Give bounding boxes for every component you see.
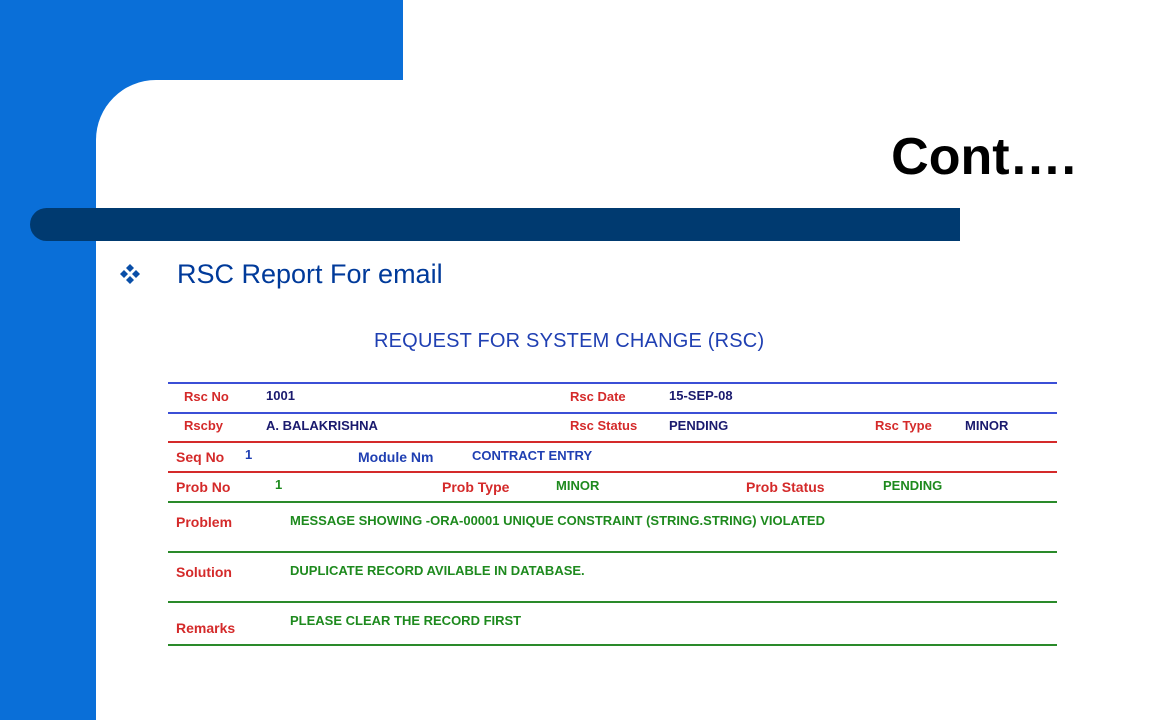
rsc-date-label: Rsc Date bbox=[570, 389, 626, 404]
seq-no-label: Seq No bbox=[176, 449, 225, 465]
rounded-content-corner bbox=[96, 80, 216, 200]
report-rule bbox=[168, 441, 1057, 443]
rscby-label: Rscby bbox=[184, 418, 224, 433]
report-rule bbox=[168, 551, 1057, 553]
report-rule bbox=[168, 471, 1057, 473]
rsc-type-label: Rsc Type bbox=[875, 418, 932, 433]
prob-status-label: Prob Status bbox=[746, 479, 825, 495]
prob-type-value: MINOR bbox=[556, 478, 600, 493]
prob-type-label: Prob Type bbox=[442, 479, 510, 495]
prob-no-label: Prob No bbox=[176, 479, 231, 495]
module-value: CONTRACT ENTRY bbox=[472, 448, 593, 463]
left-blue-band bbox=[0, 0, 96, 720]
report-rule bbox=[168, 412, 1057, 414]
slide-title: Cont…. bbox=[891, 128, 1076, 186]
report-rule bbox=[168, 644, 1057, 646]
four-diamond-bullet-icon bbox=[118, 262, 142, 286]
report-heading: REQUEST FOR SYSTEM CHANGE (RSC) bbox=[374, 330, 765, 352]
remarks-value: PLEASE CLEAR THE RECORD FIRST bbox=[290, 613, 522, 628]
rsc-date-value: 15-SEP-08 bbox=[669, 388, 733, 403]
module-label: Module Nm bbox=[358, 449, 434, 465]
report-rule bbox=[168, 382, 1057, 384]
bullet-text: RSC Report For email bbox=[177, 259, 443, 289]
solution-label: Solution bbox=[176, 564, 232, 580]
rsc-status-value: PENDING bbox=[669, 418, 729, 433]
rsc-status-label: Rsc Status bbox=[570, 418, 638, 433]
rscby-value: A. BALAKRISHNA bbox=[266, 418, 378, 433]
seq-no-value: 1 bbox=[245, 447, 253, 462]
prob-status-value: PENDING bbox=[883, 478, 943, 493]
report-rule bbox=[168, 601, 1057, 603]
rsc-no-label: Rsc No bbox=[184, 389, 229, 404]
rsc-type-value: MINOR bbox=[965, 418, 1009, 433]
problem-value: MESSAGE SHOWING -ORA-00001 UNIQUE CONSTRAINT (STRING.STRING) VIOLATED bbox=[290, 513, 825, 528]
problem-label: Problem bbox=[176, 514, 233, 530]
report-rule bbox=[168, 501, 1057, 503]
remarks-label: Remarks bbox=[176, 620, 236, 636]
title-underline-bar bbox=[30, 208, 960, 241]
prob-no-value: 1 bbox=[275, 477, 283, 492]
top-blue-band bbox=[0, 0, 403, 80]
solution-value: DUPLICATE RECORD AVILABLE IN DATABASE. bbox=[290, 563, 585, 578]
rsc-no-value: 1001 bbox=[266, 388, 295, 403]
